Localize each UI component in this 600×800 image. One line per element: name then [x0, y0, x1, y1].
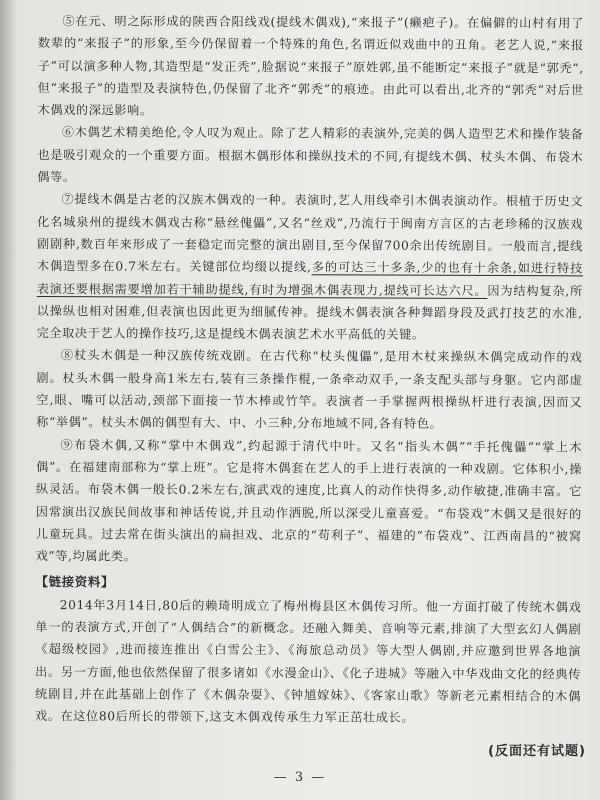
paragraph-7-part-a: ⑦提线木偶是古老的汉族木偶戏的一种。表演时,艺人用线牵引木偶表演动作。根植于历史文化名城泉州的提线木偶戏古称“悬丝傀儡”,又名“丝戏”,乃流行于闽南方言区的古老珍稀的汉族戏剧剧种,数百年来形成了一套稳定而完整的演出剧目,至今保留700余出传统剧目。一般而言,提线木偶造型多在0.7米左右。关键部位均缀以提线,: [36, 192, 584, 275]
reverse-side-note: (反面还有试题): [488, 744, 586, 759]
paragraph-5: ⑤在元、明之际形成的陕西合阳线戏(提线木偶戏),“来报子”(癞疤子)。在偏僻的山村有用了数辈的“来报子”的形象,至今仍保留着一个特殊的角色,名谓近似戏曲中的丑角。老艺人说,“来报子”可以演多种人物,其造型是“发正秃”,脸据说“来报子”原姓郭,虽不能断定“来报子”就是“郭秃”,但“来报子”的造型及表演特色,仍保留了北齐“郭秃”的痕迹。由此可以看出,北齐的“郭秃”对后世木偶戏的深远影响。: [37, 14, 584, 118]
passage-body: [35, 10, 584, 730]
link-material-heading: 【链接资料】: [35, 574, 115, 590]
paragraph-9: ⑨布袋木偶,又称“掌中木偶戏”,约起源于清代中叶。又名“指头木偶”“手托傀儡”“掌上木偶”。在福建南部称为“掌上班”。它是将木偶套在艺人的手上进行表演的一种戏剧。它体积小,操纵灵活。布袋木偶一般长0.2米左右,演武戏的速度,比真人的动作快得多,动作敏捷,准确丰富。它因常演出汉族民间故事和神话传说,并且动作洒脱,所以深受儿童喜爱。“布袋戏”木偶又是很好的儿童玩具。过去常在街头演出的扁担戏、北京的“苟利子”、福建的“布袋戏”、江西南昌的“被窝戏”等,均属此类。: [35, 437, 583, 564]
underlined-sentence: 多的可达三十多条,少的也有十余条,如进行特技表演还要根据需要增加若干辅助提线,有时为增强木偶表现力,提线可长达六尺。: [36, 260, 583, 298]
page-number: — 3 —: [273, 770, 327, 785]
paragraph-7: [37, 188, 584, 346]
page-edge-shadow: [0, 0, 18, 800]
paragraph-7-part-c: 因为结构复杂,所以操纵也相对困难,但表演也因此更为细腻传神。提线木偶表演各种舞蹈身段及武打技艺的水准,完全取决于艺人的操作技巧,这是提线木偶表演艺术水平高低的关键。: [36, 283, 583, 342]
link-material-text: 2014年3月14日,80后的赖琦明成立了梅州梅县区木偶传习所。他一方面打破了传统木偶戏单一的表演方式,开创了“人偶结合”的新概念。还融入舞美、音响等元素,排演了大型玄幻人偶剧《超级校园》,进而接连推出《白雪公主》、《海旅总动员》等大型人偶剧,并应邀到世界各地演出。另一方面,他也依然保留了很多诸如《水漫金山》、《化子进城》等融入中华戏曲文化的经典传统剧目,并在此基础上创作了《木偶杂耍》、《钟馗嫁妹》、《客家山歌》等新老元素相结合的木偶戏。在这位80后所长的带领下,这支木偶戏传承生力军正茁壮成长。: [34, 597, 582, 725]
paragraph-6: ⑥木偶艺术精美绝伦,令人叹为观止。除了艺人精彩的表演外,完美的偶人造型艺术和操作装备也是吸引观众的一个重要方面。根据木偶形体和操纵技术的不同,有提线木偶、杖头木偶、布袋木偶等。: [37, 125, 584, 185]
paragraph-8: ⑧杖头木偶是一种汉族传统戏剧。在古代称“杖头傀儡”,是用木杖来操纵木偶完成动作的戏剧。杖头木偶一般身高1米左右,装有三条操作棍,一条牵动双手,一条支配头部与身躯。它内部虚空,眼、嘴可以活动,颈部下面接一节木棒或竹竿。表演者一手掌握两根操纵杆进行表演,因而又称“举偶”。杖头木偶的偶型有大、中、小三种,分布地域不同,各有特色。: [36, 348, 583, 432]
